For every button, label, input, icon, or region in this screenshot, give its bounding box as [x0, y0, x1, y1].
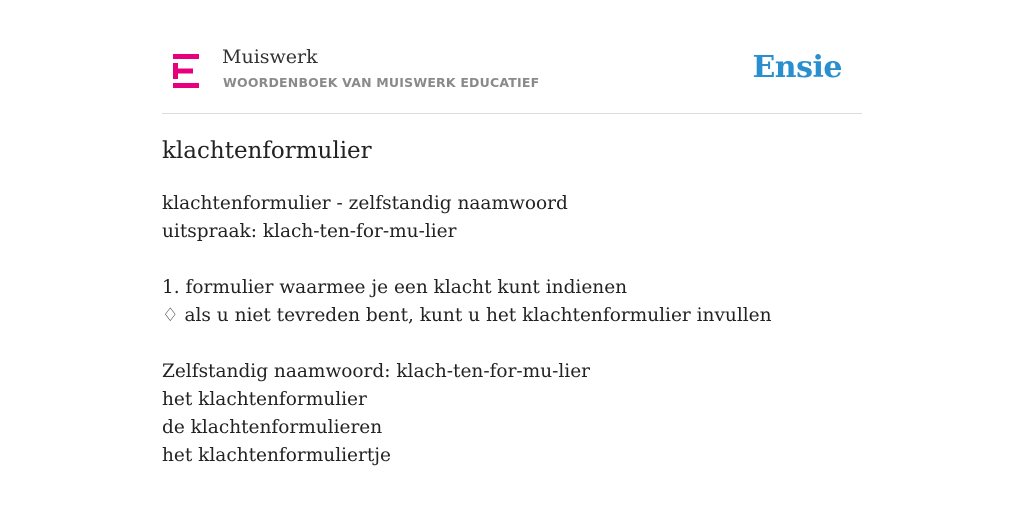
page-container: [162, 0, 862, 466]
definition-line-plural: de klachtenformulieren: [162, 417, 383, 438]
brand-name[interactable]: Muiswerk: [222, 46, 318, 68]
entry-definition: [162, 190, 772, 470]
definition-line-example: ♢ als u niet tevreden bent, kunt u het klachtenformulier invullen: [162, 305, 772, 326]
definition-line-singular: het klachtenformulier: [162, 389, 367, 410]
brand-subtitle: WOORDENBOEK VAN MUISWERK EDUCATIEF: [223, 75, 540, 90]
definition-line-word-type: klachtenformulier - zelfstandig naamwoord: [162, 193, 568, 214]
definition-line-blank: [162, 330, 772, 358]
entry-title: klachtenformulier: [162, 138, 372, 164]
definition-line-hyphenation: Zelfstandig naamwoord: klach-ten-for-mu-lier: [162, 361, 590, 382]
definition-line-meaning: 1. formulier waarmee je een klacht kunt indienen: [162, 277, 628, 298]
muiswerk-logo-icon[interactable]: [173, 54, 199, 88]
site-header: [162, 0, 862, 114]
definition-line-pronunciation: uitspraak: klach-ten-for-mu-lier: [162, 221, 457, 242]
ensie-logo-link[interactable]: Ensie: [752, 50, 842, 85]
definition-line-diminutive: het klachtenformuliertje: [162, 445, 391, 466]
definition-line-blank: [162, 246, 772, 274]
